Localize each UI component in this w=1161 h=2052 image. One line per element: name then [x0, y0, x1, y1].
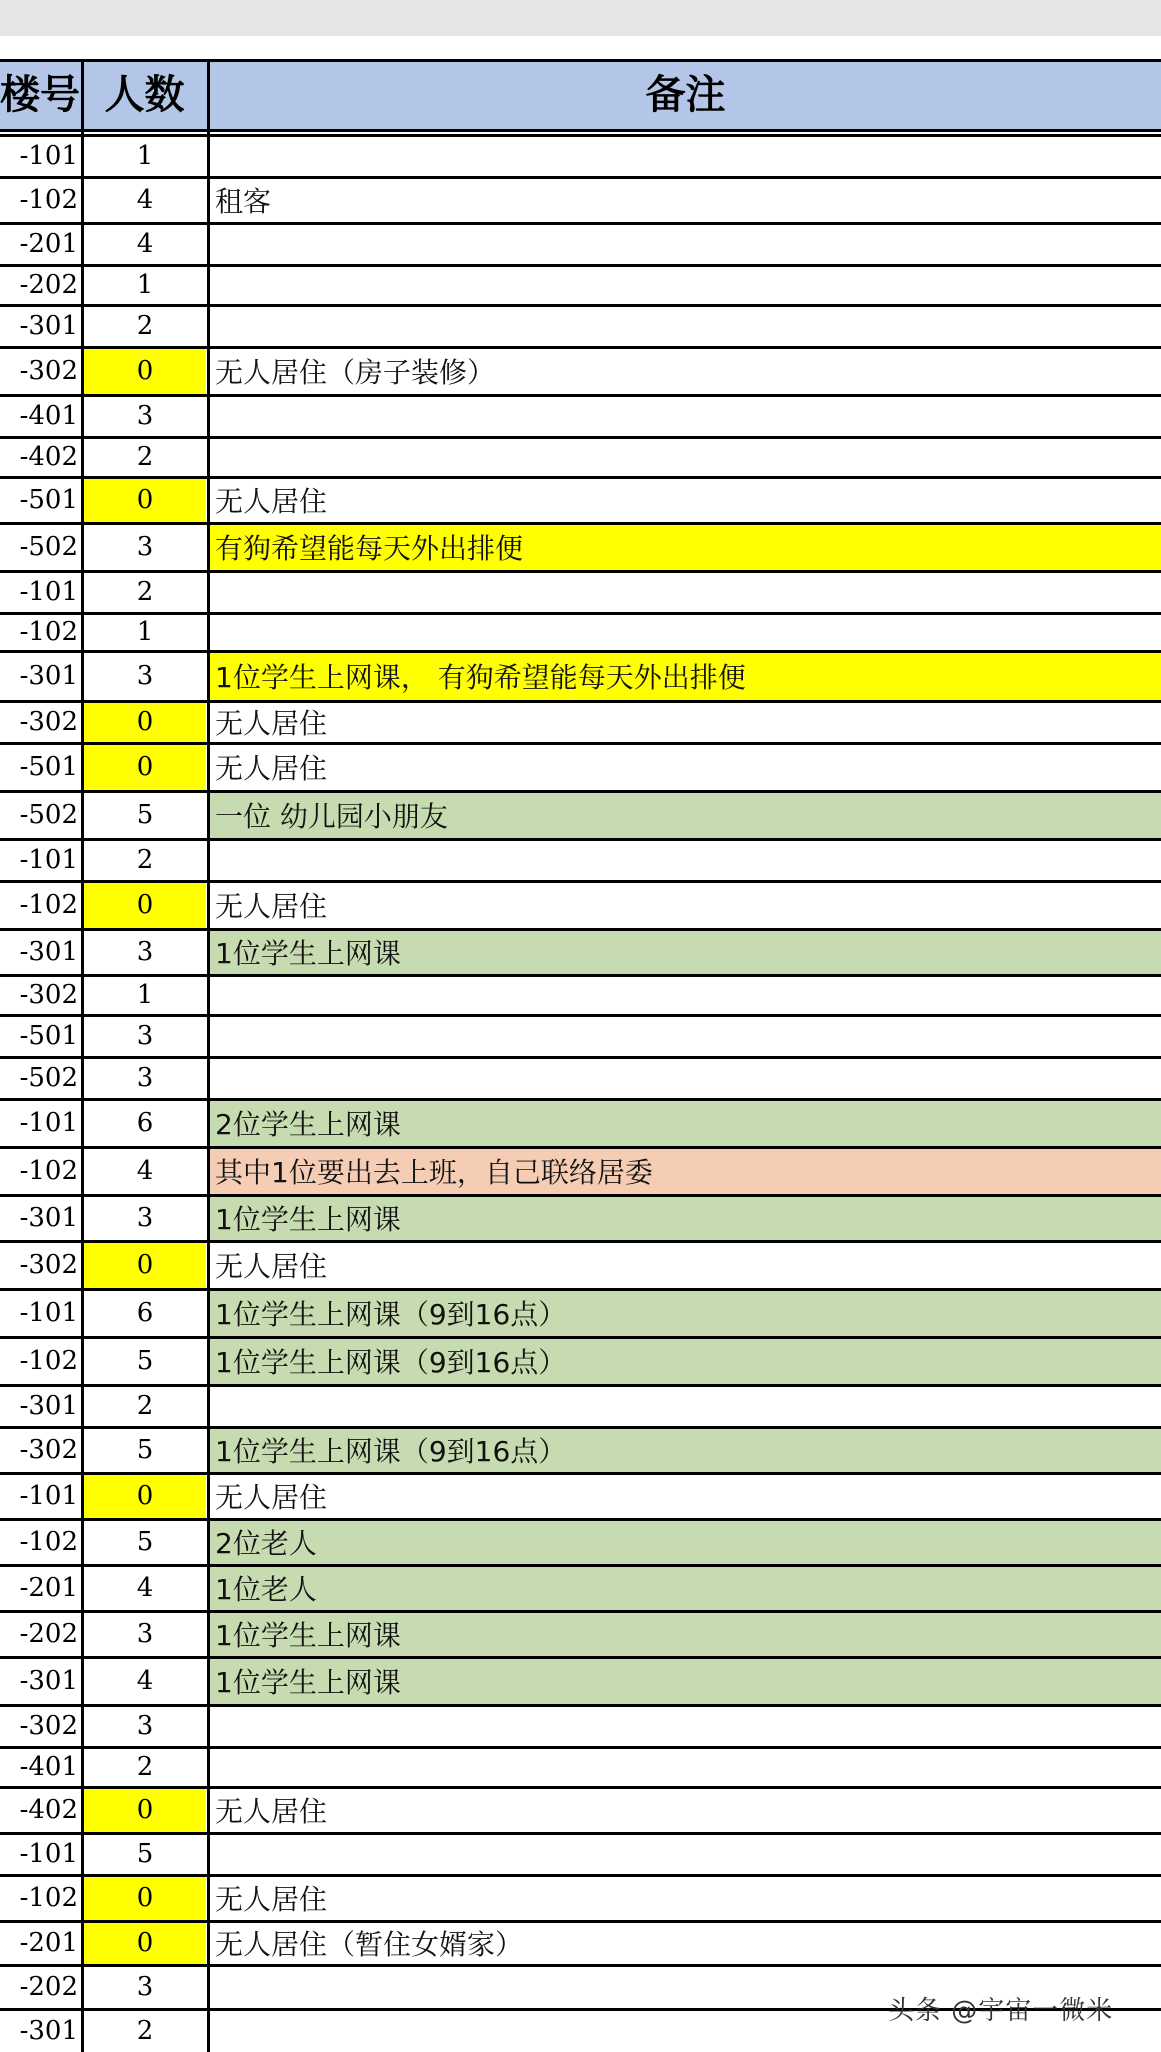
table-row [0, 1611, 1161, 1657]
cell-count[interactable]: 3 [84, 523, 206, 571]
table-row [0, 791, 1161, 839]
cell-count[interactable]: 3 [84, 395, 206, 437]
grid-vline [81, 60, 84, 2052]
table-row [0, 1147, 1161, 1195]
cell-count[interactable]: 6 [84, 1099, 206, 1147]
table-row [0, 347, 1161, 395]
cell-count[interactable]: 3 [84, 929, 206, 975]
grid-hline [0, 1336, 1161, 1339]
cell-count[interactable]: 4 [84, 1565, 206, 1611]
table-row [0, 437, 1161, 477]
cell-note[interactable] [209, 1015, 1161, 1057]
cell-building[interactable]: -201 [19, 229, 78, 259]
cell-note[interactable] [209, 1057, 1161, 1099]
cell-note[interactable] [209, 1833, 1161, 1875]
cell-note[interactable]: 1位学生上网课（9到16点） [209, 1337, 1161, 1385]
cell-count[interactable]: 2 [84, 305, 206, 347]
cell-count[interactable]: 5 [84, 1833, 206, 1875]
grid-hline [0, 650, 1161, 653]
table-row [0, 1565, 1161, 1611]
cell-count[interactable]: 4 [84, 1657, 206, 1705]
cell-building[interactable]: -402 [19, 442, 78, 472]
cell-count[interactable]: 1 [84, 613, 206, 651]
cell-count[interactable]: 3 [84, 1611, 206, 1657]
cell-count[interactable]: 0 [84, 1921, 206, 1965]
cell-building[interactable]: -101 [19, 1839, 78, 1869]
cell-building[interactable]: -302 [19, 1711, 78, 1741]
table-row [0, 1337, 1161, 1385]
cell-count[interactable]: 4 [84, 223, 206, 265]
table-row [0, 223, 1161, 265]
header-count[interactable]: 人数 [104, 72, 185, 118]
table-row [0, 1787, 1161, 1833]
cell-note[interactable]: 无人居住 [209, 743, 1161, 791]
grid-hline [0, 1610, 1161, 1613]
grid-hline [0, 1518, 1161, 1521]
cell-building[interactable]: -502 [19, 800, 78, 830]
grid-hline [0, 700, 1161, 703]
table-row [0, 1195, 1161, 1241]
cell-building[interactable]: -301 [19, 1203, 78, 1233]
table-row [0, 1427, 1161, 1473]
table-row [0, 1057, 1161, 1099]
header-building[interactable]: 楼号 [0, 72, 80, 118]
cell-note[interactable]: 1位学生上网课 [209, 1611, 1161, 1657]
cell-note[interactable]: 1位学生上网课（9到16点） [209, 1289, 1161, 1337]
table-row [0, 743, 1161, 791]
grid-hline [0, 176, 1161, 179]
grid-hline [0, 1426, 1161, 1429]
grid-hline [0, 1288, 1161, 1291]
cell-count[interactable]: 0 [84, 1241, 206, 1289]
table-row [0, 477, 1161, 523]
cell-building[interactable]: -102 [19, 617, 78, 647]
cell-building[interactable]: -102 [19, 185, 78, 215]
grid-hline [0, 476, 1161, 479]
table-row [0, 523, 1161, 571]
table-row [0, 177, 1161, 223]
cell-note[interactable] [209, 571, 1161, 613]
cell-note[interactable] [209, 305, 1161, 347]
table-row [0, 265, 1161, 305]
cell-building[interactable]: -501 [19, 1021, 78, 1051]
cell-note[interactable]: 无人居住 [209, 1473, 1161, 1519]
grid-hline [0, 264, 1161, 267]
grid-hline [0, 129, 1161, 132]
grid-hline [0, 1656, 1161, 1659]
table-row [0, 1921, 1161, 1965]
table-row [0, 929, 1161, 975]
cell-count[interactable]: 0 [84, 1787, 206, 1833]
grid-hline [0, 394, 1161, 397]
grid-hline [0, 1240, 1161, 1243]
cell-note[interactable]: 其中1位要出去上班，自己联络居委 [209, 1147, 1161, 1195]
table-row [0, 881, 1161, 929]
grid-hline [0, 838, 1161, 841]
cell-building[interactable]: -302 [19, 707, 78, 737]
grid-hline [0, 1920, 1161, 1923]
cell-count[interactable]: 3 [84, 1195, 206, 1241]
cell-building[interactable]: -501 [19, 485, 78, 515]
cell-building[interactable]: -101 [19, 845, 78, 875]
cell-note[interactable] [209, 975, 1161, 1015]
table-row [0, 1833, 1161, 1875]
grid-hline [0, 742, 1161, 745]
cell-building[interactable]: -102 [19, 1346, 78, 1376]
cell-building[interactable]: -102 [19, 1883, 78, 1913]
grid-hline [0, 1964, 1161, 1967]
cell-building[interactable]: -102 [19, 1527, 78, 1557]
table-row [0, 1099, 1161, 1147]
cell-building[interactable]: -301 [19, 1391, 78, 1421]
grid-hline [0, 59, 1161, 62]
cell-note[interactable]: 1位学生上网课 [209, 1657, 1161, 1705]
cell-note[interactable]: 1位老人 [209, 1565, 1161, 1611]
table-row [0, 1657, 1161, 1705]
cell-count[interactable]: 2 [84, 2009, 206, 2052]
table-row [0, 613, 1161, 651]
cell-building[interactable]: -201 [19, 1928, 78, 1958]
cell-note[interactable]: 有狗希望能每天外出排便 [209, 523, 1161, 571]
table-row [0, 1473, 1161, 1519]
cell-count[interactable]: 3 [84, 1965, 206, 2009]
table-row [0, 1385, 1161, 1427]
cell-note[interactable]: 1位学生上网课， 有狗希望能每天外出排便 [209, 651, 1161, 701]
grid-vline [207, 60, 210, 2052]
cell-note[interactable] [209, 223, 1161, 265]
table-row [0, 135, 1161, 177]
table-row [0, 651, 1161, 701]
cell-building[interactable]: -301 [19, 1666, 78, 1696]
cell-note[interactable]: 租客 [209, 177, 1161, 223]
cell-building[interactable]: -402 [19, 1795, 78, 1825]
table-header-row [0, 60, 1161, 130]
grid-hline [0, 1014, 1161, 1017]
cell-note[interactable]: 无人居住 [209, 701, 1161, 743]
cell-building[interactable]: -301 [19, 311, 78, 341]
grid-hline [0, 134, 1161, 137]
table-row [0, 1241, 1161, 1289]
cell-building[interactable]: -202 [19, 1619, 78, 1649]
cell-note[interactable]: 2位老人 [209, 1519, 1161, 1565]
cell-count[interactable]: 1 [84, 975, 206, 1015]
grid-hline [0, 1874, 1161, 1877]
cell-building[interactable]: -101 [19, 1481, 78, 1511]
cell-count[interactable]: 0 [84, 347, 206, 395]
grid-hline [0, 436, 1161, 439]
grid-hline [0, 304, 1161, 307]
grid-hline [0, 974, 1161, 977]
cell-building[interactable]: -101 [19, 577, 78, 607]
grid-hline [0, 1146, 1161, 1149]
cell-note[interactable] [209, 1747, 1161, 1787]
cell-note[interactable] [209, 135, 1161, 177]
cell-count[interactable]: 0 [84, 1473, 206, 1519]
cell-note[interactable] [209, 1705, 1161, 1747]
grid-hline [0, 1832, 1161, 1835]
cell-note[interactable]: 无人居住（房子装修） [209, 347, 1161, 395]
cell-building[interactable]: -101 [19, 1298, 78, 1328]
grid-hline [0, 1704, 1161, 1707]
grid-hline [0, 1098, 1161, 1101]
cell-building[interactable]: -101 [19, 141, 78, 171]
cell-note[interactable]: 2位学生上网课 [209, 1099, 1161, 1147]
cell-note[interactable]: 1位学生上网课 [209, 929, 1161, 975]
grid-hline [0, 346, 1161, 349]
cell-count[interactable]: 0 [84, 701, 206, 743]
cell-note[interactable]: 1位学生上网课 [209, 1195, 1161, 1241]
grid-hline [0, 1056, 1161, 1059]
cell-building[interactable]: -301 [19, 661, 78, 691]
cell-building[interactable]: -302 [19, 980, 78, 1010]
cell-count[interactable]: 5 [84, 1337, 206, 1385]
cell-note[interactable] [209, 613, 1161, 651]
cell-count[interactable]: 5 [84, 791, 206, 839]
grid-hline [0, 880, 1161, 883]
cell-note[interactable]: 无人居住（暂住女婿家） [209, 1921, 1161, 1965]
cell-count[interactable]: 0 [84, 477, 206, 523]
cell-building[interactable]: -301 [19, 937, 78, 967]
table-row [0, 395, 1161, 437]
cell-note[interactable]: 无人居住 [209, 881, 1161, 929]
cell-building[interactable]: -302 [19, 1435, 78, 1465]
cell-note[interactable] [209, 437, 1161, 477]
table-row [0, 701, 1161, 743]
table-row [0, 1289, 1161, 1337]
cell-count[interactable]: 2 [84, 839, 206, 881]
cell-building[interactable]: -102 [19, 890, 78, 920]
cell-count[interactable]: 2 [84, 571, 206, 613]
table-row [0, 1015, 1161, 1057]
cell-count[interactable]: 3 [84, 651, 206, 701]
cell-note[interactable]: 无人居住 [209, 1875, 1161, 1921]
grid-hline [0, 522, 1161, 525]
cell-note[interactable]: 无人居住 [209, 1787, 1161, 1833]
table-row [0, 1747, 1161, 1787]
grid-hline [0, 1384, 1161, 1387]
cell-note[interactable] [209, 839, 1161, 881]
grid-hline [0, 1786, 1161, 1789]
cell-note[interactable]: 无人居住 [209, 1241, 1161, 1289]
table-row [0, 571, 1161, 613]
cell-building[interactable]: -501 [19, 752, 78, 782]
cell-building[interactable]: -401 [19, 1752, 78, 1782]
table-row [0, 1705, 1161, 1747]
cell-building[interactable]: -302 [19, 356, 78, 386]
grid-hline [0, 222, 1161, 225]
cell-building[interactable]: -201 [19, 1573, 78, 1603]
cell-count[interactable]: 2 [84, 1385, 206, 1427]
grid-hline [0, 1746, 1161, 1749]
cell-count[interactable]: 1 [84, 265, 206, 305]
cell-building[interactable]: -202 [19, 270, 78, 300]
cell-count[interactable]: 5 [84, 1519, 206, 1565]
cell-count[interactable]: 3 [84, 1057, 206, 1099]
grid-hline [0, 1472, 1161, 1475]
grid-hline [0, 570, 1161, 573]
table-row [0, 1519, 1161, 1565]
cell-count[interactable]: 5 [84, 1427, 206, 1473]
grid-hline [0, 612, 1161, 615]
cell-count[interactable]: 2 [84, 437, 206, 477]
watermark: 头条 @宇宙一微米 [888, 1996, 1114, 2026]
cell-count[interactable]: 1 [84, 135, 206, 177]
grid-hline [0, 928, 1161, 931]
cell-note[interactable] [209, 395, 1161, 437]
cell-count[interactable]: 3 [84, 1705, 206, 1747]
cell-count[interactable]: 6 [84, 1289, 206, 1337]
table-row [0, 305, 1161, 347]
grid-hline [0, 790, 1161, 793]
cell-building[interactable]: -302 [19, 1250, 78, 1280]
table-row [0, 1875, 1161, 1921]
cell-note[interactable]: 无人居住 [209, 477, 1161, 523]
cell-building[interactable]: -502 [19, 1063, 78, 1093]
cell-building[interactable]: -101 [19, 1108, 78, 1138]
grid-hline [0, 1564, 1161, 1567]
cell-count[interactable]: 0 [84, 743, 206, 791]
table-row [0, 839, 1161, 881]
header-note[interactable]: 备注 [645, 72, 726, 118]
grid-hline [0, 1194, 1161, 1197]
cell-building[interactable]: -502 [19, 532, 78, 562]
cell-count[interactable]: 0 [84, 1875, 206, 1921]
cell-count[interactable]: 4 [84, 1147, 206, 1195]
cell-building[interactable]: -102 [19, 1156, 78, 1186]
cell-note[interactable] [209, 1385, 1161, 1427]
cell-count[interactable]: 0 [84, 881, 206, 929]
cell-note[interactable] [209, 265, 1161, 305]
cell-count[interactable]: 3 [84, 1015, 206, 1057]
cell-count[interactable]: 2 [84, 1747, 206, 1787]
cell-building[interactable]: -301 [19, 2015, 78, 2046]
cell-count[interactable]: 4 [84, 177, 206, 223]
cell-note[interactable]: 一位 幼儿园小朋友 [209, 791, 1161, 839]
table-row [0, 975, 1161, 1015]
cell-building[interactable]: -202 [19, 1972, 78, 2002]
cell-note[interactable]: 1位学生上网课（9到16点） [209, 1427, 1161, 1473]
cell-building[interactable]: -401 [19, 401, 78, 431]
